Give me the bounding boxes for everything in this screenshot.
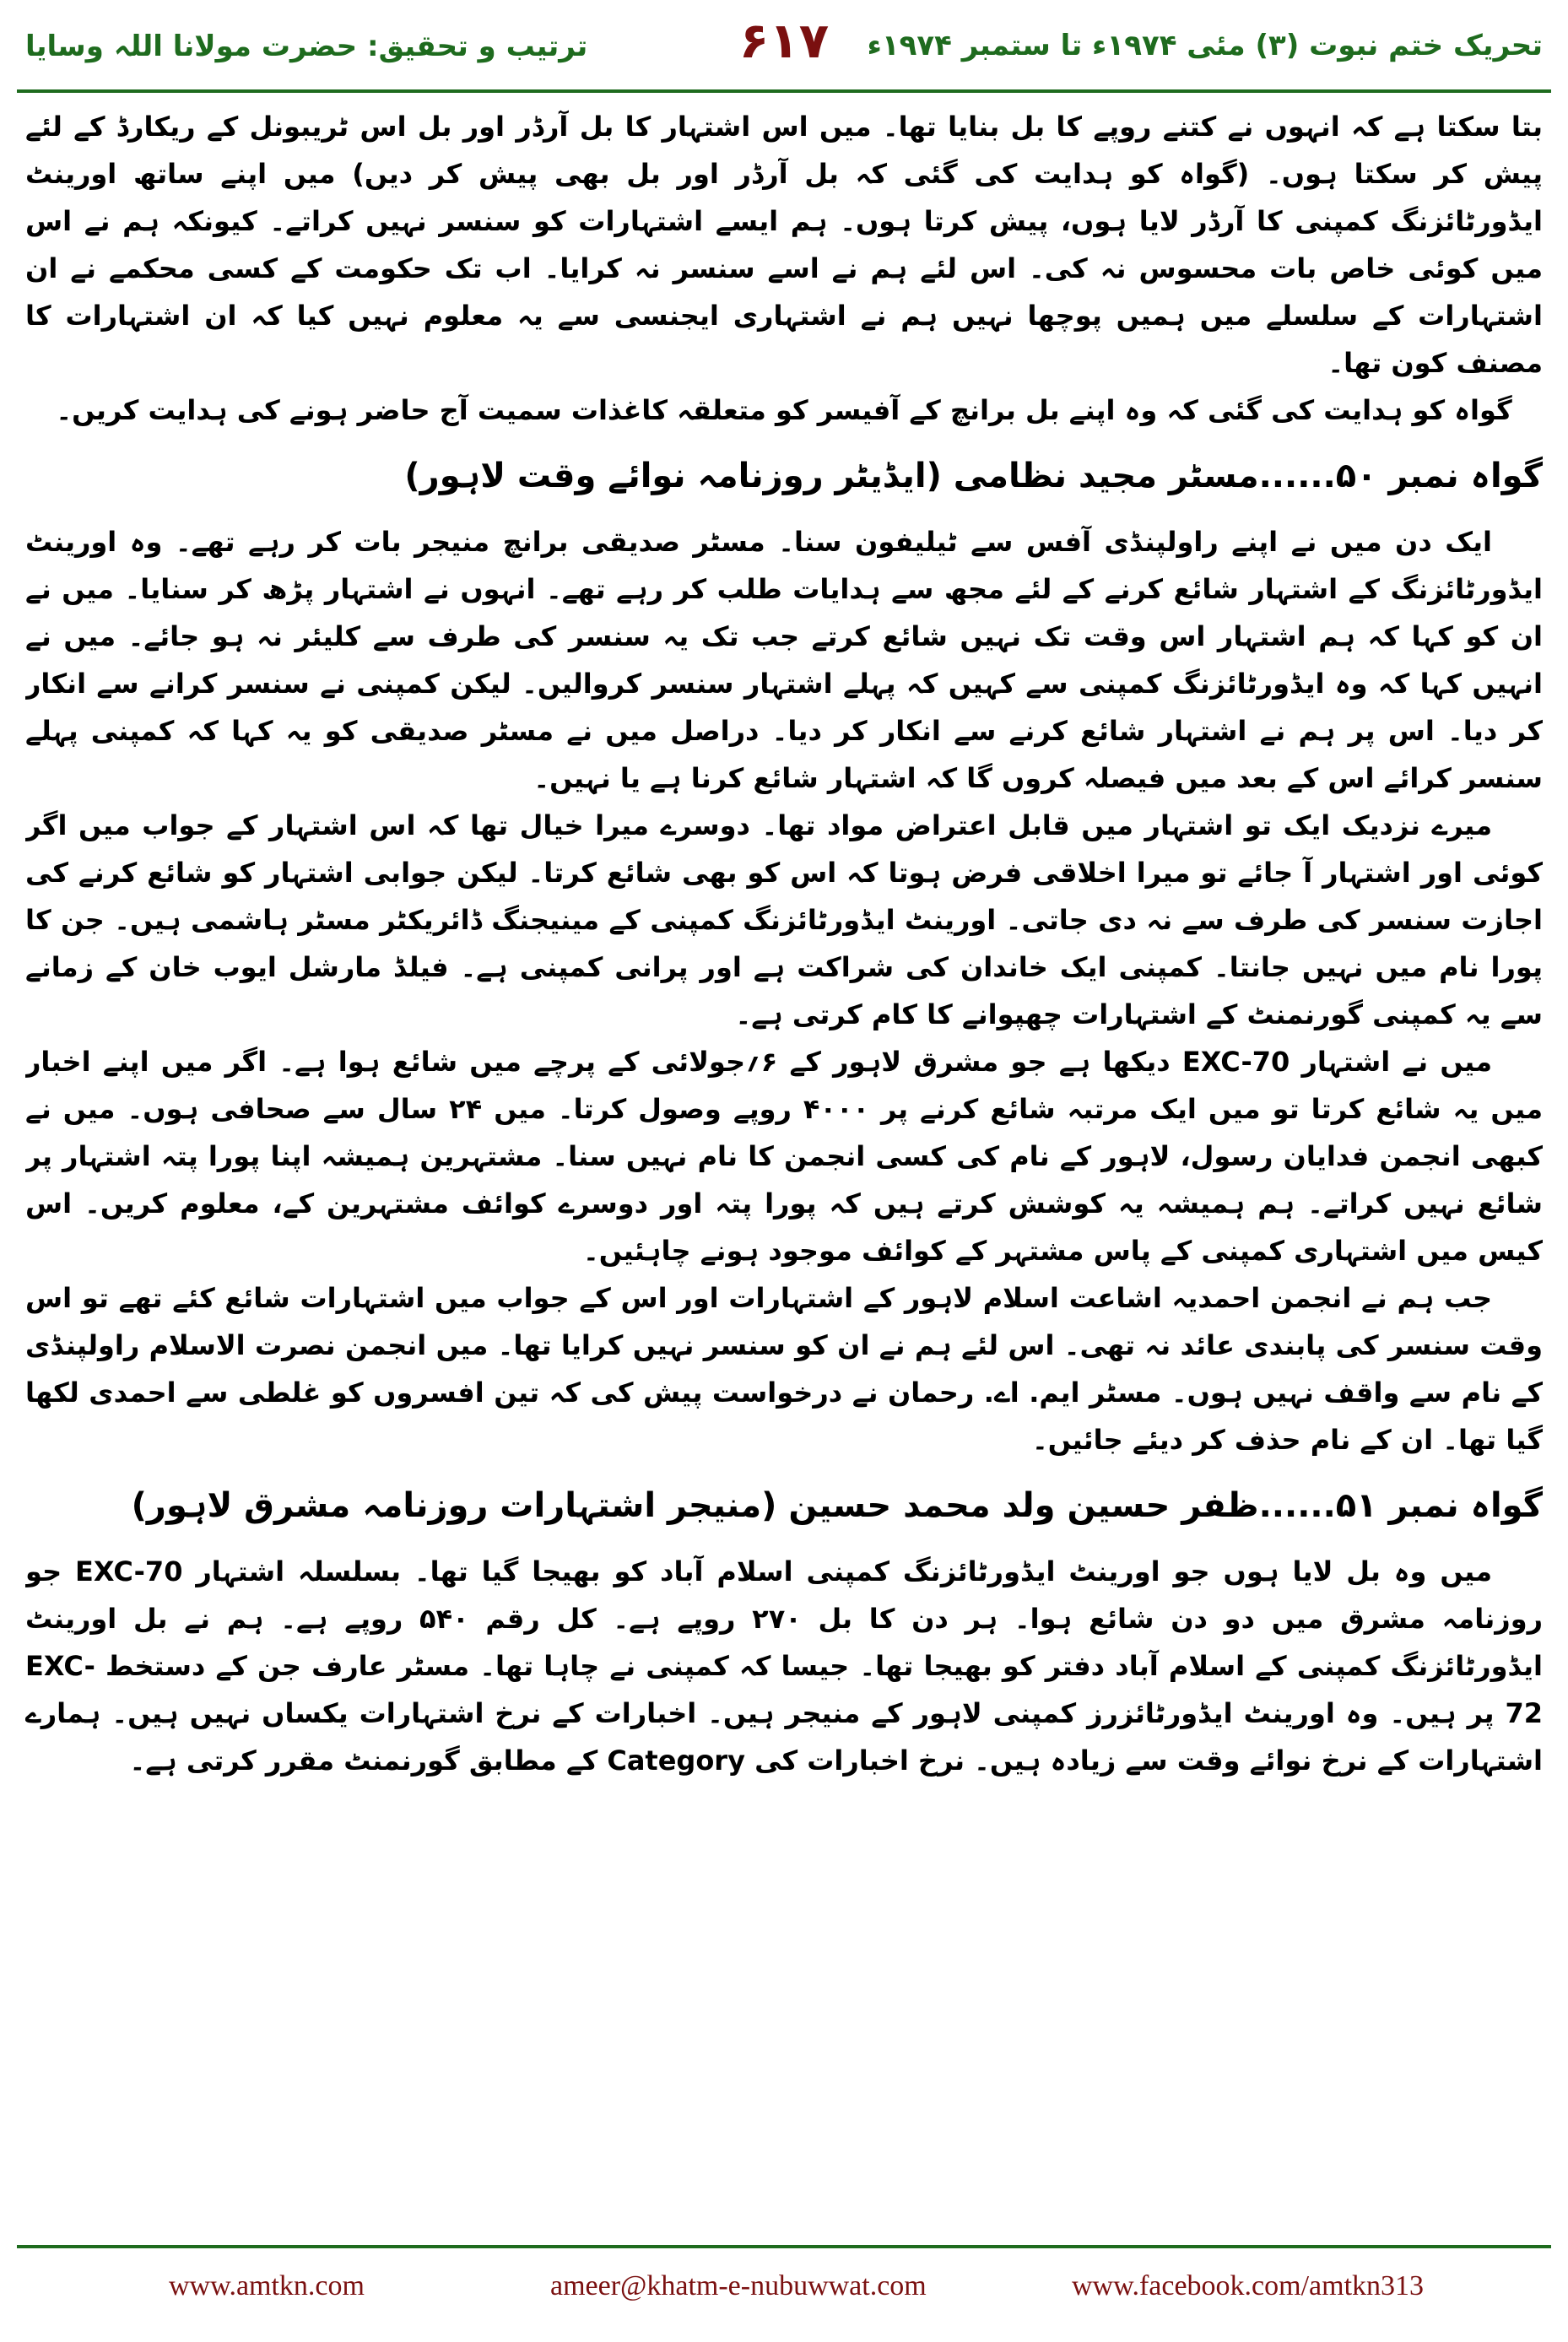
instruction-note: گواہ کو ہدایت کی گئی کہ وہ اپنے بل برانچ کے آفیسر کو متعلقہ کاغذات سمیت آج حاضر ہونے کی ہدایت کریں۔: [56, 394, 1512, 426]
email-link[interactable]: ameer@khatm-e-nubuwwat.com: [550, 2270, 927, 2301]
compiler-credit: ترتیب و تحقیق: حضرت مولانا اللہ وسایا: [25, 30, 588, 63]
witness-label: گواہ نمبر ۵۰: [1335, 457, 1543, 495]
facebook-link[interactable]: www.facebook.com/amtkn313: [1072, 2270, 1425, 2301]
heading-dots: ......: [1258, 1486, 1336, 1525]
book-title: تحریک ختم نبوت (۳) مئی ۱۹۷۴ء تا ستمبر ۱۹۷۴ء: [867, 29, 1543, 62]
footer-divider: [17, 2245, 1551, 2248]
witness-name: ظفر حسین ولد محمد حسین (منیجر اشتہارات روزنامہ مشرق لاہور): [131, 1486, 1259, 1525]
witness-heading-50: [25, 442, 1543, 510]
page-header: [0, 0, 1568, 101]
witness-heading-51: [25, 1472, 1543, 1539]
paragraph: میں وہ بل لایا ہوں جو اورینٹ ایڈورٹائزنگ کمپنی اسلام آباد کو بھیجا گیا تھا۔ بسلسلہ اشتہار EXC-70 جو روزنامہ مشرق میں دو دن شائع ہوا۔ ہر دن کا بل ۲۷۰ روپے ہے۔ کل رقم ۵۴۰ روپے ہے۔ ہم نے بل اورینٹ ایڈورٹائزنگ کمپنی کے اسلام آباد دفتر کو بھیجا تھا۔ جیسا کہ کمپنی نے چاہا تھا۔ مسٹر عارف جن کے دستخط EXC-72 پر ہیں۔ وہ اورینٹ ایڈورٹائزرز کمپنی لاہور کے منیجر ہیں۔ اخبارات کے نرخ اشتہارات یکساں نہیں ہیں۔ ہمارے اشتہارات کے نرخ نوائے وقت سے زیادہ ہیں۔ نرخ اخبارات کی Category کے مطابق گورنمنٹ مقرر کرتی ہے۔: [25, 1555, 1543, 1777]
paragraph: میرے نزدیک ایک تو اشتہار میں قابل اعتراض مواد تھا۔ دوسرے میرا خیال تھا کہ اس اشتہار کے جواب میں اگر کوئی اور اشتہار آ جائے تو میرا اخلاقی فرض ہوتا کہ اس کو بھی شائع کرتا۔ لیکن جوابی اشتہار کو شائع کرنے کی اجازت سنسر کی طرف سے نہ دی جاتی۔ اورینٹ ایڈورٹائزنگ کمپنی کے مینیجنگ ڈائریکٹر مسٹر ہاشمی ہیں۔ جن کا پورا نام میں نہیں جانتا۔ کمپنی ایک خاندان کی شراکت ہے اور پرانی کمپنی ہے۔ فیلڈ مارشل ایوب خان کے زمانے سے یہ کمپنی گورنمنٹ کے اشتہارات چھپوانے کا کام کرتی ہے۔: [25, 809, 1543, 1030]
paragraph: ایک دن میں نے اپنے راولپنڈی آفس سے ٹیلیفون سنا۔ مسٹر صدیقی برانچ منیجر بات کر رہے تھے۔ وہ اورینٹ ایڈورٹائزنگ کے اشتہار شائع کرنے کے لئے مجھ سے ہدایات طلب کر رہے تھے۔ انہوں نے اشتہار پڑھ کر سنایا۔ میں نے ان کو کہا کہ ہم اشتہار اس وقت تک نہیں شائع کرتے جب تک یہ سنسر کی طرف سے کلیئر نہ ہو جائے۔ میں نے انہیں کہا کہ وہ ایڈورٹائزنگ کمپنی سے کہیں کہ پہلے اشتہار سنسر کروالیں۔ لیکن کمپنی نے سنسر کرانے سے انکار کر دیا۔ اس پر ہم نے اشتہار شائع کرنے سے انکار کر دیا۔ دراصل میں نے مسٹر صدیقی کو یہ کہا کہ کمپنی پہلے سنسر کرائے اس کے بعد میں فیصلہ کروں گا کہ اشتہار شائع کرنا ہے یا نہیں۔: [25, 526, 1543, 794]
witness-name: مسٹر مجید نظامی (ایڈیٹر روزنامہ نوائے وقت لاہور): [404, 457, 1259, 495]
header-divider: [17, 89, 1551, 93]
paragraph: بتا سکتا ہے کہ انہوں نے کتنے روپے کا بل بنایا تھا۔ میں اس اشتہار کا بل آرڈر اور بل اس ٹریبونل کے ریکارڈ کے لئے پیش کر سکتا ہوں۔ (گواہ کو ہدایت کی گئی کہ بل آرڈر اور بل بھی پیش کر دیں) میں اپنے ساتھ اورینٹ ایڈورٹائزنگ کمپنی کا آرڈر لایا ہوں، پیش کرتا ہوں۔ ہم ایسے اشتہارات کو سنسر نہیں کراتے۔ کیونکہ ہم نے اس میں کوئی خاص بات محسوس نہ کی۔ اس لئے ہم نے اسے سنسر نہ کرایا۔ اب تک حکومت کے کسی محکمے نے ان اشتہارات کے سلسلے میں ہمیں پوچھا نہیں ہم نے اشتہاری ایجنسی سے یہ معلوم نہیں کیا کہ ان اشتہارات کا مصنف کون تھا۔: [25, 111, 1543, 379]
paragraph: جب ہم نے انجمن احمدیہ اشاعت اسلام لاہور کے اشتہارات اور اس کے جواب میں اشتہارات شائع کئے تھے تو اس وقت سنسر کی پابندی عائد نہ تھی۔ اس لئے ہم نے ان کو سنسر نہیں کرایا تھا۔ میں انجمن نصرت الاسلام راولپنڈی کے نام سے واقف نہیں ہوں۔ مسٹر ایم. اے. رحمان نے درخواست پیش کی کہ تین افسروں کو غلطی سے احمدی لکھا گیا تھا۔ ان کے نام حذف کر دیئے جائیں۔: [25, 1282, 1543, 1456]
page-body: [25, 103, 1543, 2230]
heading-dots: ......: [1258, 457, 1336, 495]
page-footer: [0, 2262, 1568, 2342]
page-number: ۶۱۷: [738, 12, 830, 69]
witness-label: گواہ نمبر ۵۱: [1335, 1486, 1543, 1525]
website-link[interactable]: www.amtkn.com: [169, 2270, 365, 2301]
paragraph: میں نے اشتہار EXC-70 دیکھا ہے جو مشرق لاہور کے ۶؍جولائی کے پرچے میں شائع ہوا ہے۔ اگر میں اپنے اخبار میں یہ شائع کرتا تو میں ایک مرتبہ شائع کرنے پر ۴۰۰۰ روپے وصول کرتا۔ میں ۲۴ سال سے صحافی ہوں۔ میں نے کبھی انجمن فدایان رسول، لاہور کے نام کی کسی انجمن کا نام نہیں سنا۔ مشتہرین ہمیشہ اپنا پورا پتہ اشتہار پر شائع نہیں کراتے۔ ہم ہمیشہ یہ کوشش کرتے ہیں کہ پورا پتہ اور دوسرے کوائف مشتہرین کے، معلوم کریں۔ اس کیس میں اشتہاری کمپنی کے پاس مشتہر کے کوائف موجود ہونے چاہئیں۔: [25, 1046, 1543, 1267]
